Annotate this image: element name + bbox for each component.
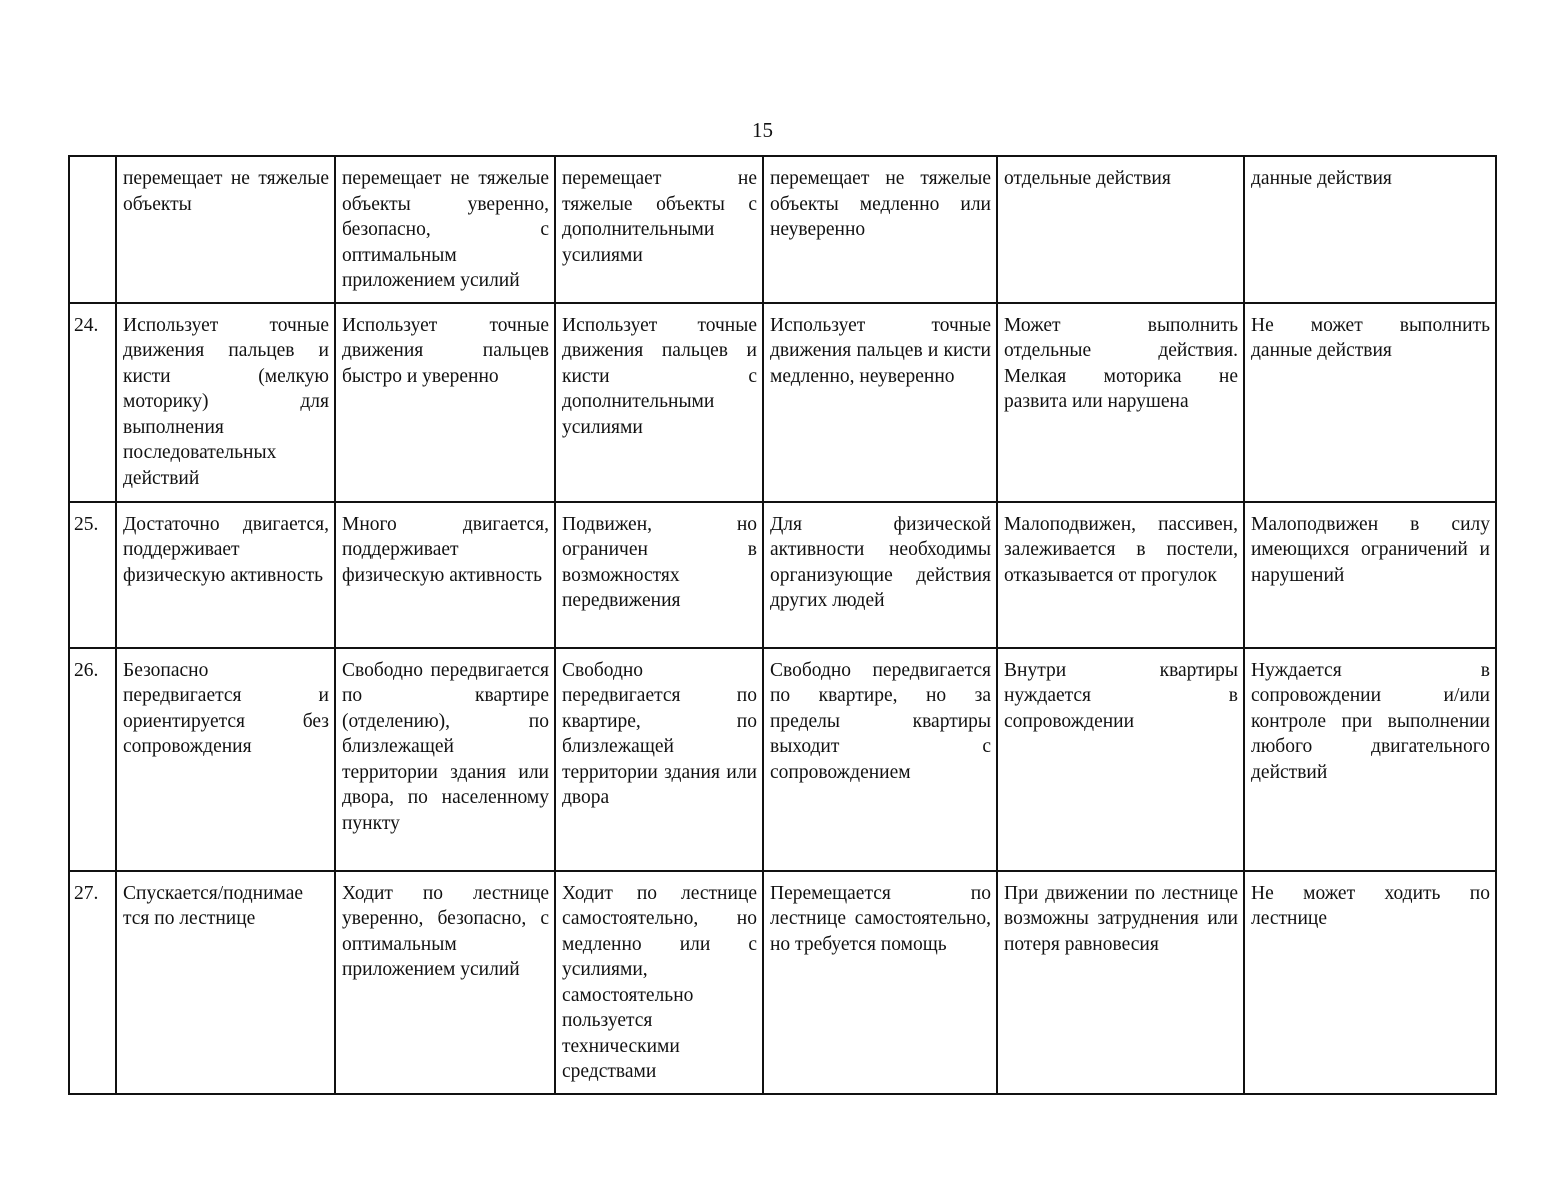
level-cell: данные действия <box>1244 156 1496 303</box>
level-cell: отдельные действия <box>997 156 1244 303</box>
page-number: 15 <box>752 118 773 142</box>
criterion-cell: Спускается/поднимае тся по лестнице <box>116 871 335 1094</box>
assessment-table <box>68 155 1497 1095</box>
level-cell: Использует точные движения пальцев и кисти медленно, неуверенно <box>763 303 997 502</box>
level-cell: Может выполнить отдельные действия. Мелкая моторика не развита или нарушена <box>997 303 1244 502</box>
criterion-cell: Достаточно двигается, поддерживает физическую активность <box>116 502 335 648</box>
level-cell: Много двигается, поддерживает физическую активность <box>335 502 555 648</box>
level-cell: Внутри квартиры нуждается в сопровождении <box>997 648 1244 871</box>
level-cell: Для физической активности необходимы организующие действия других людей <box>763 502 997 648</box>
level-cell: Ходит по лестнице уверенно, безопасно, с оптимальным приложением усилий <box>335 871 555 1094</box>
row-number: 26. <box>69 648 116 871</box>
table-row <box>69 871 1496 1094</box>
level-cell: Свободно передвигается по квартире, по близлежащей территории здания или двора <box>555 648 763 871</box>
level-cell: Нуждается в сопровождении и/или контроле при выполнении любого двигательного действий <box>1244 648 1496 871</box>
level-cell: Использует точные движения пальцев и кисти с дополнительными усилиями <box>555 303 763 502</box>
level-cell: перемещает не тяжелые объекты с дополнительными усилиями <box>555 156 763 303</box>
row-number: 27. <box>69 871 116 1094</box>
criterion-cell: Безопасно передвигается и ориентируется без сопровождения <box>116 648 335 871</box>
level-cell: Не может ходить по лестнице <box>1244 871 1496 1094</box>
row-number: 24. <box>69 303 116 502</box>
level-cell: Не может выполнить данные действия <box>1244 303 1496 502</box>
level-cell: Перемещается по лестнице самостоятельно, но требуется помощь <box>763 871 997 1094</box>
level-cell: перемещает не тяжелые объекты уверенно, безопасно, с оптимальным приложением усилий <box>335 156 555 303</box>
table-row <box>69 303 1496 502</box>
level-cell: Свободно передвигается по квартире, но за пределы квартиры выходит с сопровождением <box>763 648 997 871</box>
level-cell: При движении по лестнице возможны затруднения или потеря равновесия <box>997 871 1244 1094</box>
row-number <box>69 156 116 303</box>
level-cell: Малоподвижен, пассивен, залеживается в постели, отказывается от прогулок <box>997 502 1244 648</box>
table-row <box>69 156 1496 303</box>
level-cell: Ходит по лестнице самостоятельно, но медленно или с усилиями, самостоятельно пользуется техническими средствами <box>555 871 763 1094</box>
table-row <box>69 648 1496 871</box>
level-cell: Подвижен, но ограничен в возможностях передвижения <box>555 502 763 648</box>
level-cell: Использует точные движения пальцев быстро и уверенно <box>335 303 555 502</box>
row-number: 25. <box>69 502 116 648</box>
level-cell: Свободно передвигается по квартире (отделению), по близлежащей территории здания или двора, по населенному пункту <box>335 648 555 871</box>
level-cell: Малоподвижен в силу имеющихся ограничений и нарушений <box>1244 502 1496 648</box>
criterion-cell: Использует точные движения пальцев и кисти (мелкую моторику) для выполнения последовательных действий <box>116 303 335 502</box>
level-cell: перемещает не тяжелые объекты медленно или неуверенно <box>763 156 997 303</box>
table-row <box>69 502 1496 648</box>
criterion-cell: перемещает не тяжелые объекты <box>116 156 335 303</box>
